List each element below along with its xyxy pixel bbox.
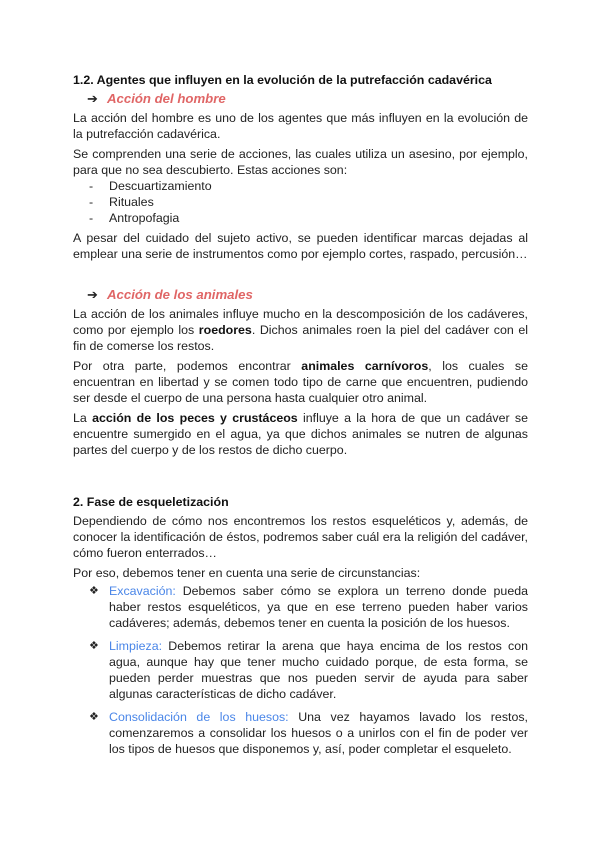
dash-icon: - (89, 195, 94, 209)
paragraph: Por otra parte, podemos encontrar animales carnívoros, los cuales se encuentran en libertad y se comen todo tipo de carne que encuentren, pudiendo ser desde el cuerpo de una persona hasta cualquier otro animal. (73, 359, 528, 405)
paragraph: La acción de los animales influye mucho en la descomposición de los cadáveres, como por ejemplo los roedores. Dichos animales roen la piel del cadáver con el fin de comerse los restos. (73, 307, 528, 353)
diamond-bullet-icon: ❖ (89, 585, 99, 597)
arrow-icon: ➔ (87, 91, 98, 106)
paragraph: Por eso, debemos tener en cuenta una serie de circunstancias: (73, 566, 421, 580)
list-item: ❖ Consolidación de los huesos: Una vez hayamos lavado los restos, comenzaremos a consolidar los huesos o a unirlos con el fin de poder ver los tipos de huesos que disponemos y, así, poder completar el esqueleto. (89, 710, 528, 756)
list-item: ❖ Excavación: Debemos saber cómo se explora un terreno donde pueda haber restos esqueléticos, ya que en ese terreno pueden haber varios cadáveres; además, debemos tener en cuenta la posición de los huesos. (89, 584, 528, 630)
list-item: - Descuartizamiento (89, 179, 212, 193)
list-item: ❖ Limpieza: Debemos retirar la arena que haya encima de los restos con agua, aunque hay que tener mucho cuidado porque, de esta forma, se pueden perder muestras que nos pueden servir de ayuda para saber algunas características de dicho cadáver. (89, 639, 528, 701)
diamond-bullet-icon: ❖ (89, 640, 99, 652)
list-item: - Antropofagia (89, 211, 180, 225)
subheading-accion-hombre: ➔ Acción del hombre (87, 91, 226, 106)
paragraph: La acción de los peces y crustáceos influye a la hora de que un cadáver se encuentre sumergido en el agua, ya que dichos animales se nutren de algunas partes del cuerpo y de los restos de dicho cuerpo. (73, 411, 528, 457)
section-heading-esqueletizacion: 2. Fase de esqueletización (73, 495, 229, 509)
actions-list (73, 178, 528, 226)
paragraph: Se comprenden una serie de acciones, las cuales utiliza un asesino, por ejemplo, para que no sea descubierto. Estas acciones son: (73, 147, 528, 177)
paragraph: Dependiendo de cómo nos encontremos los restos esqueléticos y, además, de conocer la identificación de éstos, podremos saber cuál era la religión del cadáver, cómo fueron enterrados… (73, 514, 528, 560)
dash-icon: - (89, 211, 94, 225)
subheading-accion-animales: ➔ Acción de los animales (87, 287, 253, 302)
list-item: - Rituales (89, 195, 154, 209)
paragraph: La acción del hombre es uno de los agentes que más influyen en la evolución de la putrefacción cadavérica. (73, 111, 528, 141)
paragraph: A pesar del cuidado del sujeto activo, se pueden identificar marcas dejadas al emplear una serie de instrumentos como por ejemplo cortes, raspado, percusión… (73, 231, 528, 261)
arrow-icon: ➔ (87, 287, 98, 302)
dash-icon: - (89, 179, 94, 193)
diamond-bullet-icon: ❖ (89, 711, 99, 723)
circumstances-list (73, 583, 528, 757)
section-heading-agentes: 1.2. Agentes que influyen en la evolución de la putrefacción cadavérica (73, 73, 492, 87)
document-content (73, 72, 528, 764)
